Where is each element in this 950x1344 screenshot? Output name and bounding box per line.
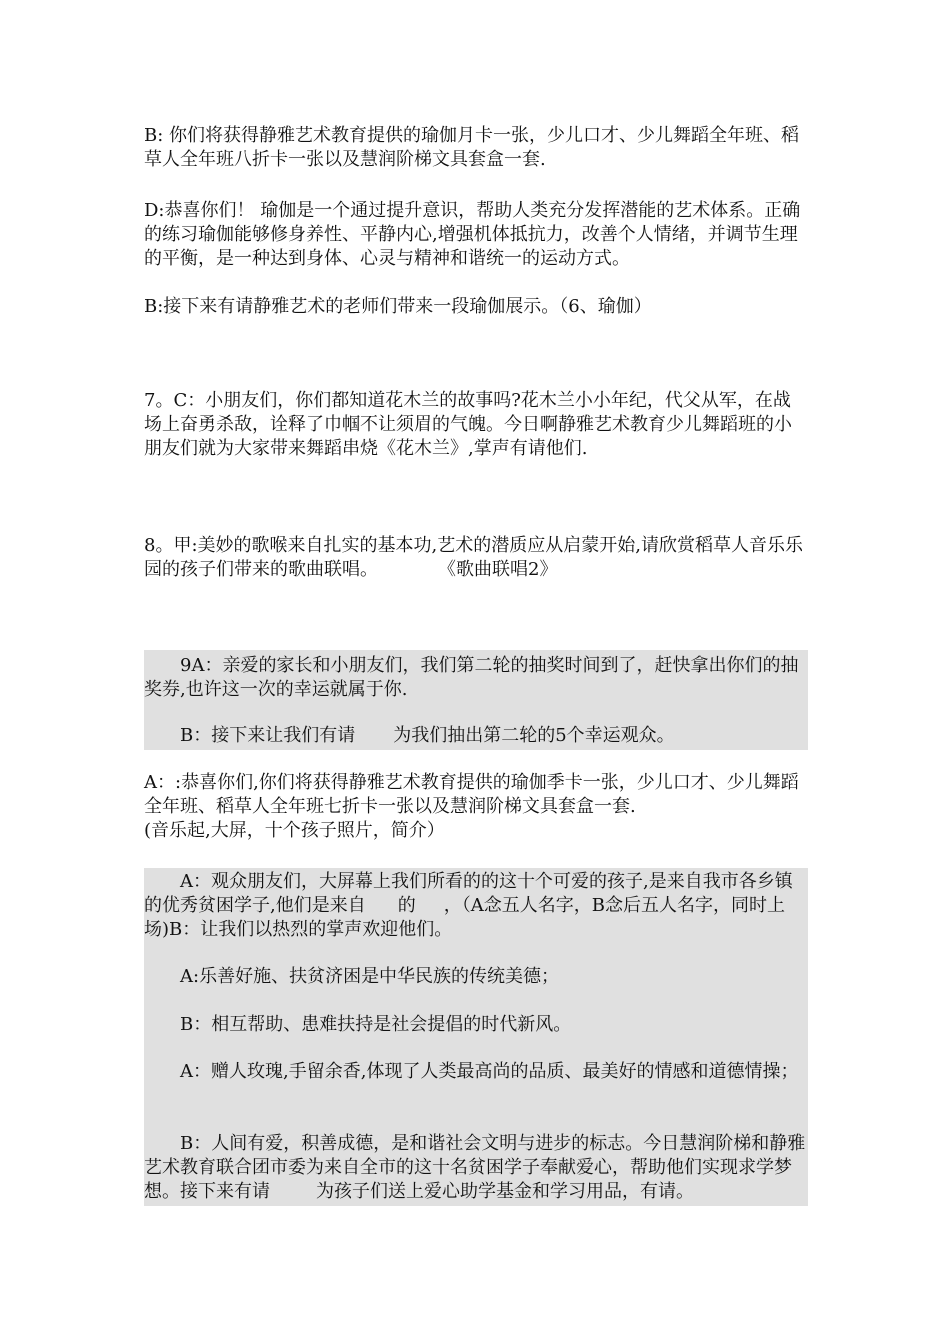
song-medley-title: 《歌曲联唱2》 [438,559,558,580]
paragraph-yoga-show: B:接下来有请静雅艺术的老师们带来一段瑜伽展示。（6、瑜伽） [144,296,652,317]
lottery-invite-text-2: 为我们抽出第二轮的5个幸运观众。 [393,725,675,746]
paragraph-roses: A：赠人玫瑰,手留余香,体现了人类最高尚的品质、最美好的情感和道德情操； [180,1061,799,1082]
lottery-invite-text: B：接下来让我们有请 [180,725,356,746]
charity-text-2: 为孩子们送上爱心助学基金和学习用品，有请。 [316,1181,694,1202]
paragraph-children-intro [144,870,808,942]
charity-text: B：人间有爱，积善成德，是和谐社会文明与进步的标志。今日慧润阶梯和静雅艺术教育联合团市委为来自全市的这十名贫困学子奉献爱心，帮助他们实现求学梦想。接下来有请 [144,1133,806,1202]
paragraph-second-lottery: 9A：亲爱的家长和小朋友们，我们第二轮的抽奖时间到了，赶快拿出你们的抽奖券,也许这一次的幸运就属于你. [144,655,799,700]
paragraph-virtue-b: B：相互帮助、患难扶持是社会提倡的时代新风。 [180,1014,572,1035]
children-intro-text: A：观众朋友们，大屏幕上我们所看的的这十个可爱的孩子,是来自我市各乡镇的优秀贫困学子,他们是来自 [144,871,793,916]
paragraph-stage-note: (音乐起,大屏，十个孩子照片，简介） [144,820,445,841]
paragraph-prize-a: A：:恭喜你们,你们将获得静雅艺术教育提供的瑜伽季卡一张，少儿口才、少儿舞蹈全年班、稻草人全年班七折卡一张以及慧润阶梯文具套盒一套. [144,772,799,817]
paragraph-song-medley [144,534,808,582]
song-medley-text: 8。甲:美妙的歌喉来自扎实的基本功,艺术的潜质应从启蒙开始,请欣赏稻草人音乐乐园的孩子们带来的歌曲联唱。 [144,535,803,580]
paragraph-virtue-a: A:乐善好施、扶贫济困是中华民族的传统美德； [180,966,560,987]
paragraph-mulan: 7。C：小朋友们，你们都知道花木兰的故事吗?花木兰小小年纪，代父从军，在战场上奋勇杀敌，诠释了巾帼不让须眉的气魄。今日啊静雅艺术教育少儿舞蹈班的小朋友们就为大家带来舞蹈串烧《花木兰》,掌声有请他们. [144,390,792,459]
children-intro-text-2: ，（A念五人名字，B念后五人名字，同时上场)B：让我们以热烈的掌声欢迎他们。 [144,895,785,940]
paragraph-prize-b: B: 你们将获得静雅艺术教育提供的瑜伽月卡一张，少儿口才、少儿舞蹈全年班、稻草人全年班八折卡一张以及慧润阶梯文具套盒一套. [144,125,800,170]
children-intro-of: 的 [397,895,416,916]
paragraph-charity [144,1132,808,1204]
paragraph-yoga-intro: D:恭喜你们！ 瑜伽是一个通过提升意识，帮助人类充分发挥潜能的艺术体系。正确的练习瑜伽能够修身养性、平静内心,增强机体抵抗力，改善个人情绪，并调节生理的平衡，是一种达到身体、心灵与精神和谐统一的运动方式。 [144,200,801,269]
paragraph-lottery-invite [144,724,808,748]
